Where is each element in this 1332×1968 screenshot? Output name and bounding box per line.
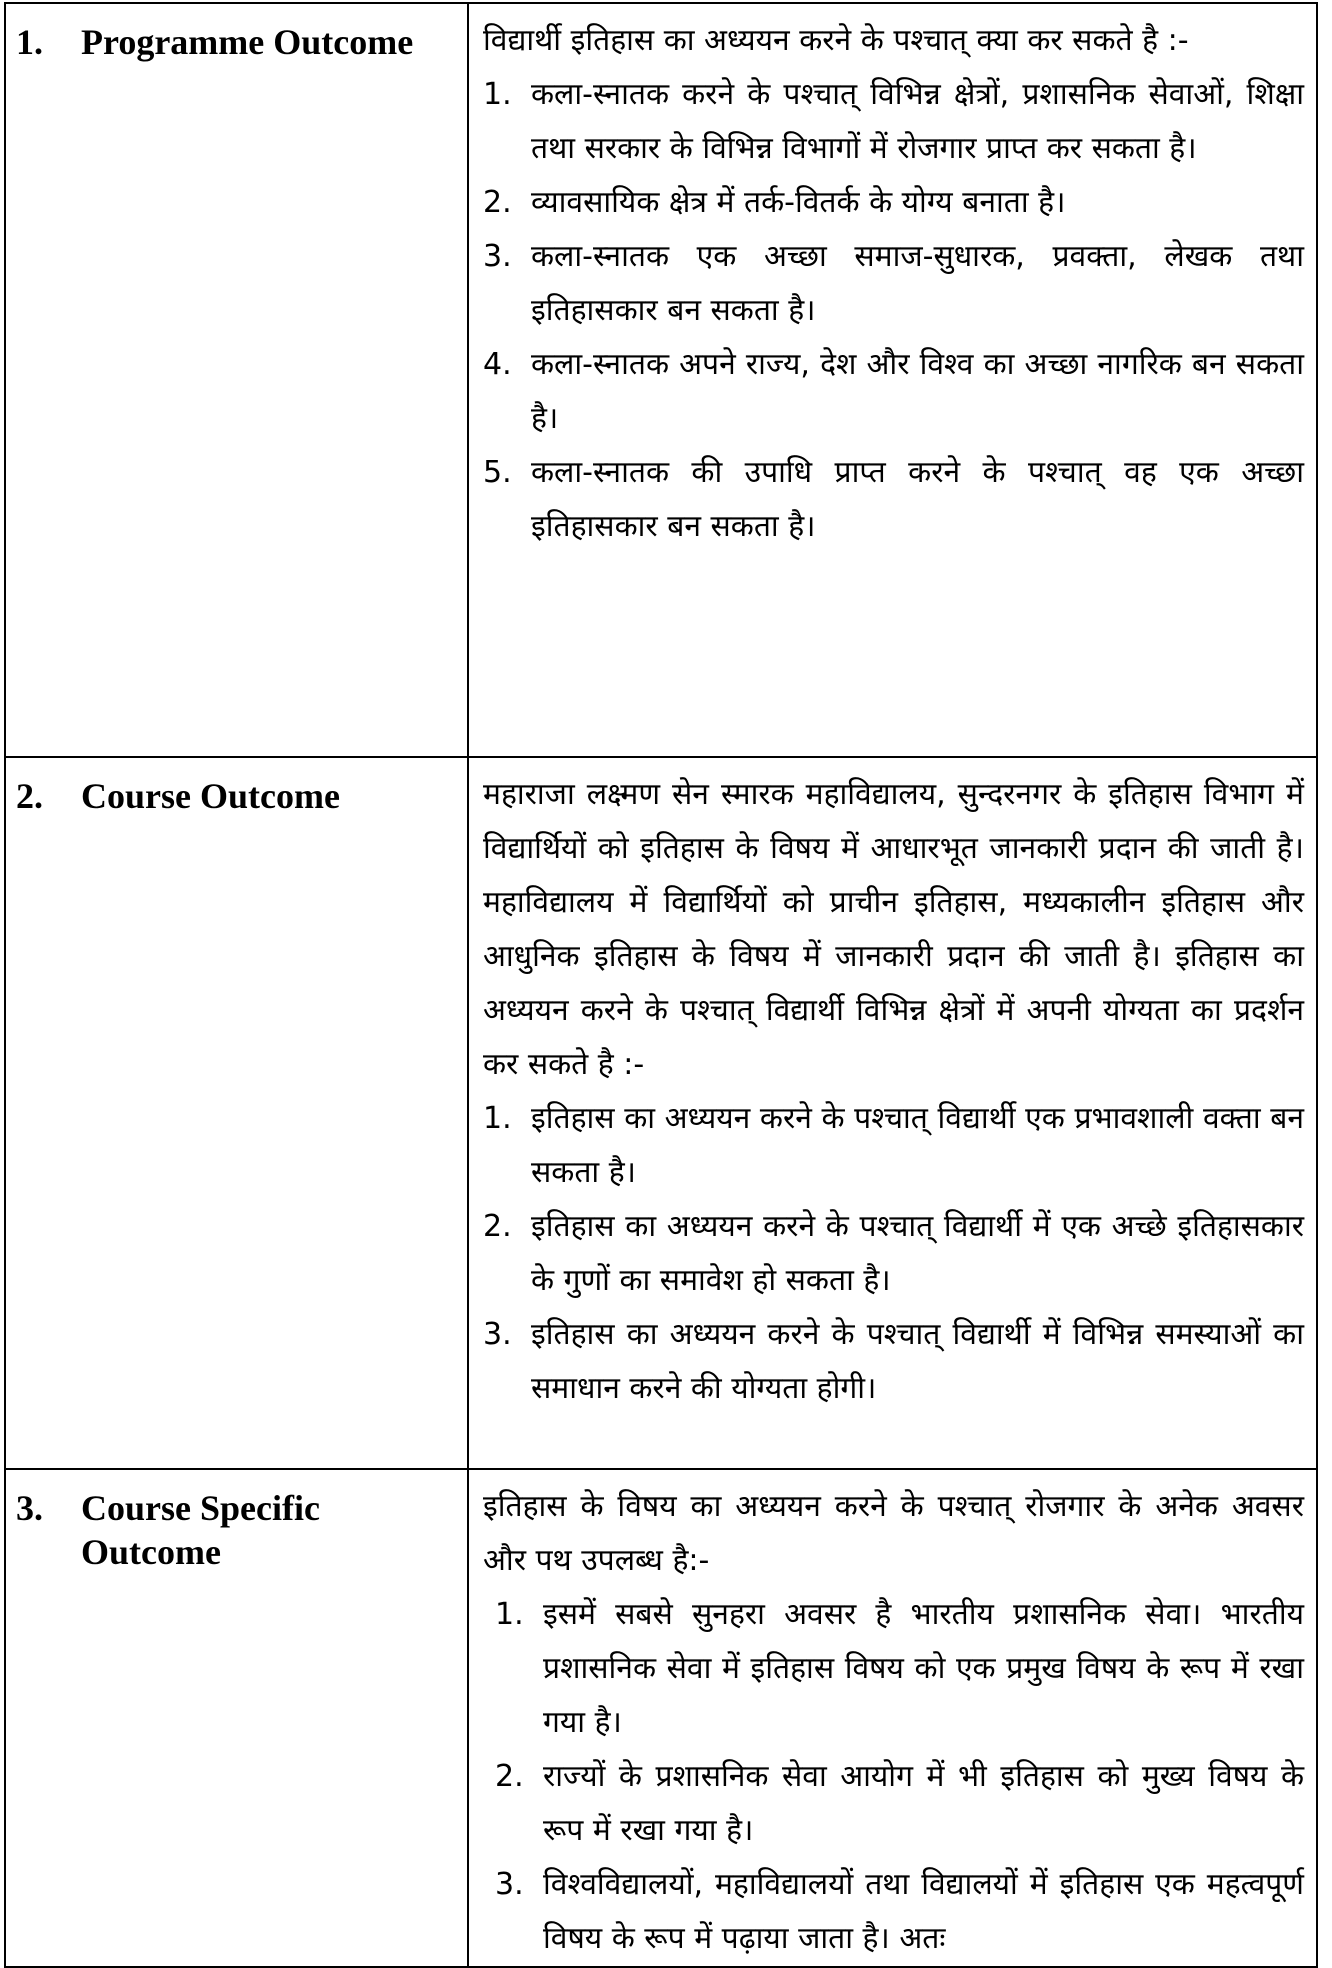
list-item (483, 1308, 1304, 1416)
outcome-description-cell (468, 3, 1317, 757)
point-text: कला-स्नातक की उपाधि प्राप्त करने के पश्चात् वह एक अच्छा इतिहासकार बन सकता है। (531, 455, 1304, 544)
list-item (483, 68, 1304, 176)
outcome-label-cell (5, 757, 468, 1469)
list-item (483, 338, 1304, 446)
point-text: व्यावसायिक क्षेत्र में तर्क-वितर्क के योग्य बनाता है। (531, 185, 1066, 220)
point-text: विश्वविद्यालयों, महाविद्यालयों तथा विद्यालयों में इतिहास एक महत्वपूर्ण विषय के रूप में पढ़ाया जाता है। अतः (543, 1867, 1304, 1956)
row-number: 3. (16, 1488, 43, 1528)
outcome-point-list (483, 1092, 1304, 1416)
table-row-course-specific-outcome (5, 1469, 1317, 1967)
list-item (483, 176, 1304, 230)
table-row-course-outcome (5, 757, 1317, 1469)
point-text: इसमें सबसे सुनहरा अवसर है भारतीय प्रशासनिक सेवा। भारतीय प्रशासनिक सेवा में इतिहास विषय को एक प्रमुख विषय के रूप में रखा गया है। (543, 1597, 1304, 1740)
list-item (483, 230, 1304, 338)
point-text: राज्यों के प्रशासनिक सेवा आयोग में भी इतिहास को मुख्य विषय के रूप में रखा गया है। (543, 1759, 1304, 1848)
outcome-heading: Programme Outcome (81, 22, 414, 62)
row-number: 2. (16, 776, 43, 816)
point-number: 1. (495, 1597, 524, 1632)
list-item (495, 1750, 1304, 1858)
point-number: 2. (495, 1759, 524, 1794)
point-text: कला-स्नातक करने के पश्चात् विभिन्न क्षेत्रों, प्रशासनिक सेवाओं, शिक्षा तथा सरकार के विभिन्न विभागों में रोजगार प्राप्त कर सकता है। (531, 77, 1304, 166)
table-row-programme-outcome (5, 3, 1317, 757)
point-number: 5. (483, 455, 512, 490)
point-number: 1. (483, 1101, 512, 1136)
outcome-point-list (483, 68, 1304, 554)
outcome-point-list (483, 1588, 1304, 1966)
point-text: इतिहास का अध्ययन करने के पश्चात् विद्यार्थी में विभिन्न समस्याओं का समाधान करने की योग्यता होगी। (531, 1317, 1304, 1406)
point-number: 3. (483, 1317, 512, 1352)
list-item (495, 1858, 1304, 1966)
outcome-intro: महाराजा लक्ष्मण सेन स्मारक महाविद्यालय, सुन्दरनगर के इतिहास विभाग में विद्यार्थियों को इतिहास के विषय में आधारभूत जानकारी प्रदान की जाती है। महाविद्यालय में विद्यार्थियों को प्राचीन इतिहास, मध्यकालीन इतिहास और आधुनिक इतिहास के विषय में जानकारी प्रदान की जाती है। इतिहास का अध्ययन करने के पश्चात् विद्यार्थी विभिन्न क्षेत्रों में अपनी योग्यता का प्रदर्शन कर सकते है :- (483, 777, 1304, 1082)
outcome-label-cell (5, 3, 468, 757)
point-text: इतिहास का अध्ययन करने के पश्चात् विद्यार्थी में एक अच्छे इतिहासकार के गुणों का समावेश हो सकता है। (531, 1209, 1304, 1298)
outcome-description-cell (468, 757, 1317, 1469)
point-number: 3. (495, 1867, 524, 1902)
point-number: 2. (483, 1209, 512, 1244)
point-number: 2. (483, 185, 512, 220)
row-number: 1. (16, 22, 43, 62)
point-number: 4. (483, 347, 512, 382)
point-text: कला-स्नातक अपने राज्य, देश और विश्व का अच्छा नागरिक बन सकता है। (531, 347, 1304, 436)
outcome-label-cell (5, 1469, 468, 1967)
outcome-heading: Course Outcome (81, 776, 340, 816)
outcome-description-cell (468, 1469, 1317, 1967)
point-number: 3. (483, 239, 512, 274)
point-text: इतिहास का अध्ययन करने के पश्चात् विद्यार्थी एक प्रभावशाली वक्ता बन सकता है। (531, 1101, 1304, 1190)
outcome-intro: इतिहास के विषय का अध्ययन करने के पश्चात् रोजगार के अनेक अवसर और पथ उपलब्ध है:- (483, 1489, 1304, 1578)
list-item (495, 1588, 1304, 1750)
list-item (483, 1200, 1304, 1308)
outcome-intro: विद्यार्थी इतिहास का अध्ययन करने के पश्चात् क्या कर सकते है :- (483, 23, 1189, 58)
list-item (483, 1092, 1304, 1200)
outcome-table (4, 2, 1318, 1968)
outcome-heading: Course Specific Outcome (81, 1488, 320, 1572)
point-text: कला-स्नातक एक अच्छा समाज-सुधारक, प्रवक्ता, लेखक तथा इतिहासकार बन सकता है। (531, 239, 1304, 328)
list-item (483, 446, 1304, 554)
point-number: 1. (483, 77, 512, 112)
